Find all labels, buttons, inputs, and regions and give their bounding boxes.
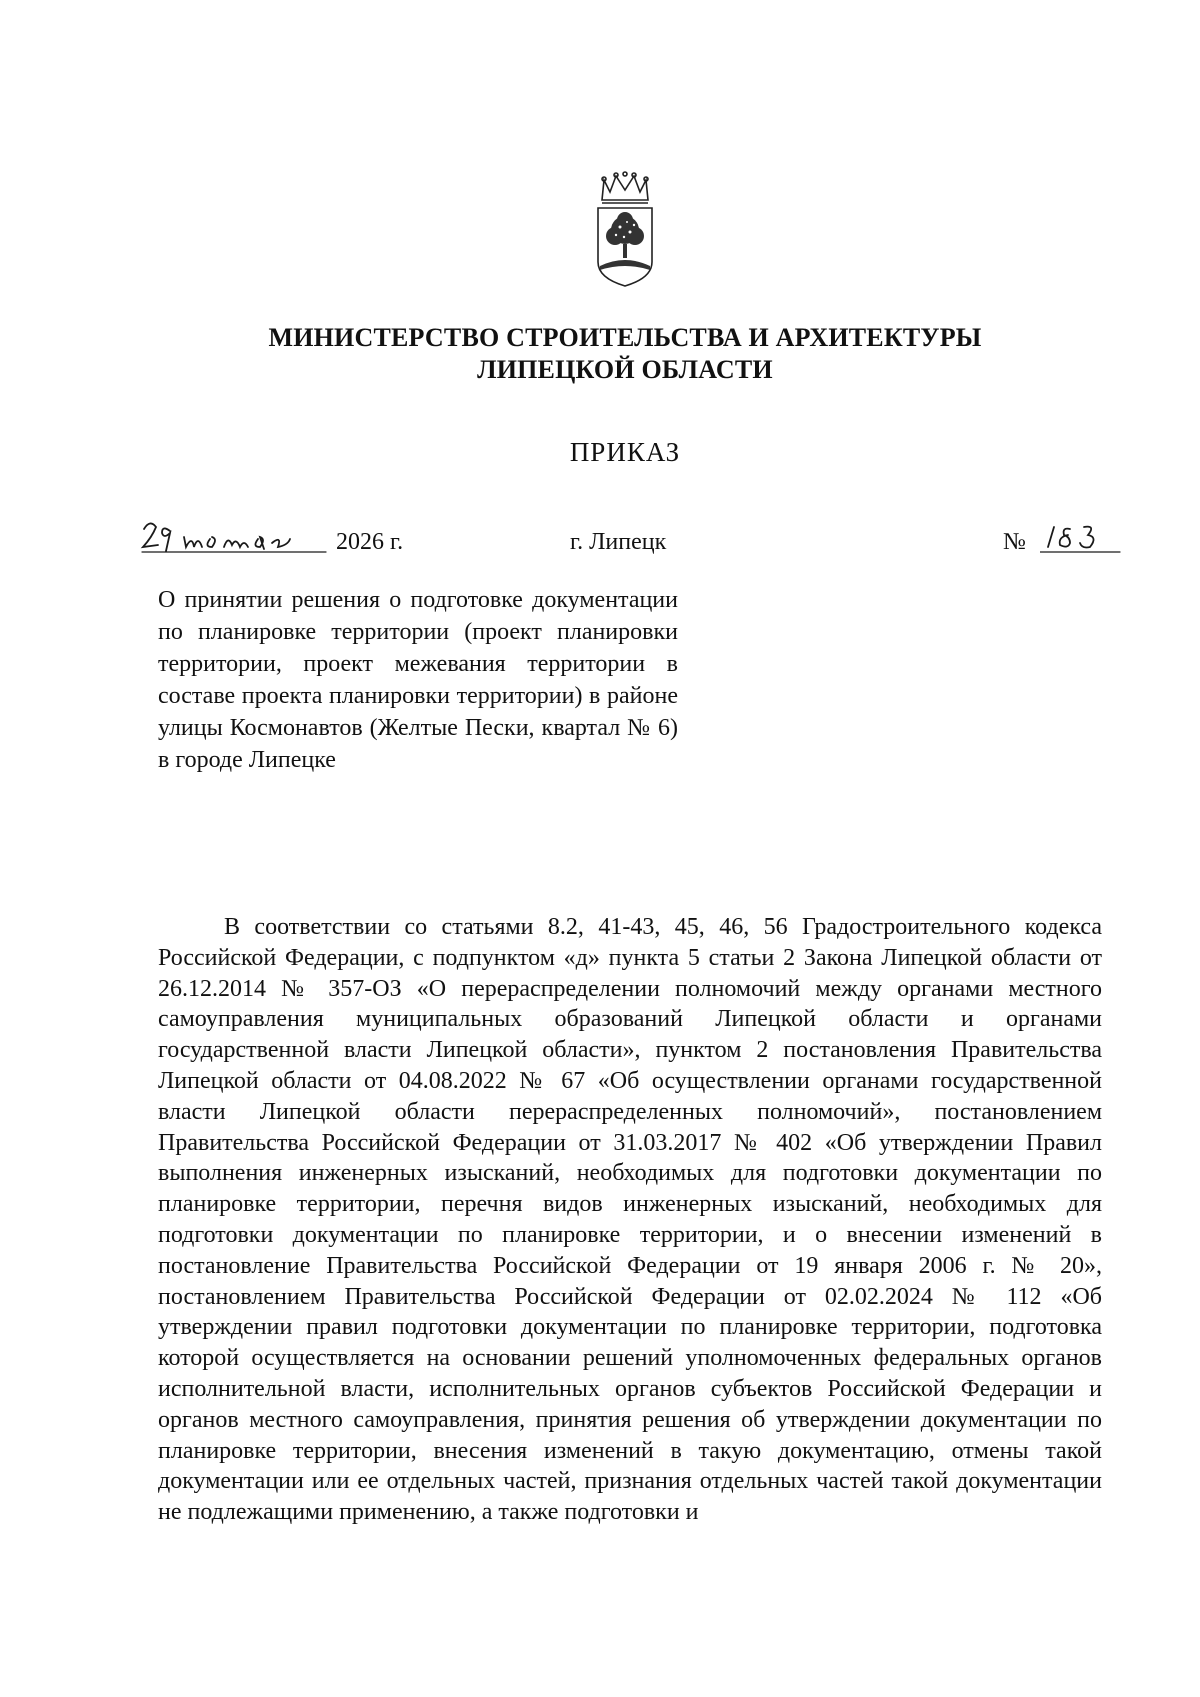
date-number-row xyxy=(0,523,1200,563)
handwritten-date xyxy=(140,517,330,557)
document-type: ПРИКАЗ xyxy=(569,437,681,467)
ministry-title-line2: ЛИПЕЦКОЙ ОБЛАСТИ xyxy=(477,355,773,384)
order-subject: О принятии решения о подготовке документации по планировке территории (проект планировки территории, проект межевания территории в составе проекта планировки территории) в районе улицы Космонавтов (Желтые Пески, квартал № 6) в городе Липецке xyxy=(158,587,678,773)
number-prefix: № xyxy=(1003,529,1026,555)
date-year: 2026 г. xyxy=(336,529,404,555)
handwritten-number xyxy=(1040,517,1130,557)
ministry-title xyxy=(0,322,1200,386)
order-body-paragraph: В соответствии со статьями 8.2, 41-43, 45, 46, 56 Градостроительного кодекса Российской Федерации, с подпунктом «д» пункта 5 статьи 2 Закона Липецкой области от 26.12.2014 № 357-ОЗ «О перераспределении полномочий между органами местного самоуправления муниципальных образований Липецкой области и органами государственной власти Липецкой области», пунктом 2 постановления Правительства Липецкой области от 04.08.2022 № 67 «Об осуществлении органами государственной власти Липецкой области перераспределенных полномочий», постановлением Правительства Российской Федерации от 31.03.2017 № 402 «Об утверждении Правил выполнения инженерных изысканий, необходимых для подготовки документации по планировке территории, перечня видов инженерных изысканий, необходимых для подготовки документации по планировке территории, и о внесении изменений в постановление Правительства Российской Федерации от 19 января 2006 г. № 20», постановлением Правительства Российской Федерации от 02.02.2024 № 112 «Об утверждении правил подготовки документации по планировке территории, подготовка которой осуществляется на основании решений уполномоченных федеральных органов исполнительной власти, исполнительных органов субъектов Российской Федерации и органов местного самоуправления, принятия решения об утверждении документации по планировке территории, внесения изменений в такую документацию, отмены такой документации или ее отдельных частей, признания отдельных частей такой документации не подлежащими применению, а также подготовки и xyxy=(158,914,1102,1526)
city: г. Липецк xyxy=(570,529,667,555)
ministry-title-line1: МИНИСТЕРСТВО СТРОИТЕЛЬСТВА И АРХИТЕКТУРЫ xyxy=(268,323,982,352)
coat-of-arms-icon xyxy=(590,170,660,290)
